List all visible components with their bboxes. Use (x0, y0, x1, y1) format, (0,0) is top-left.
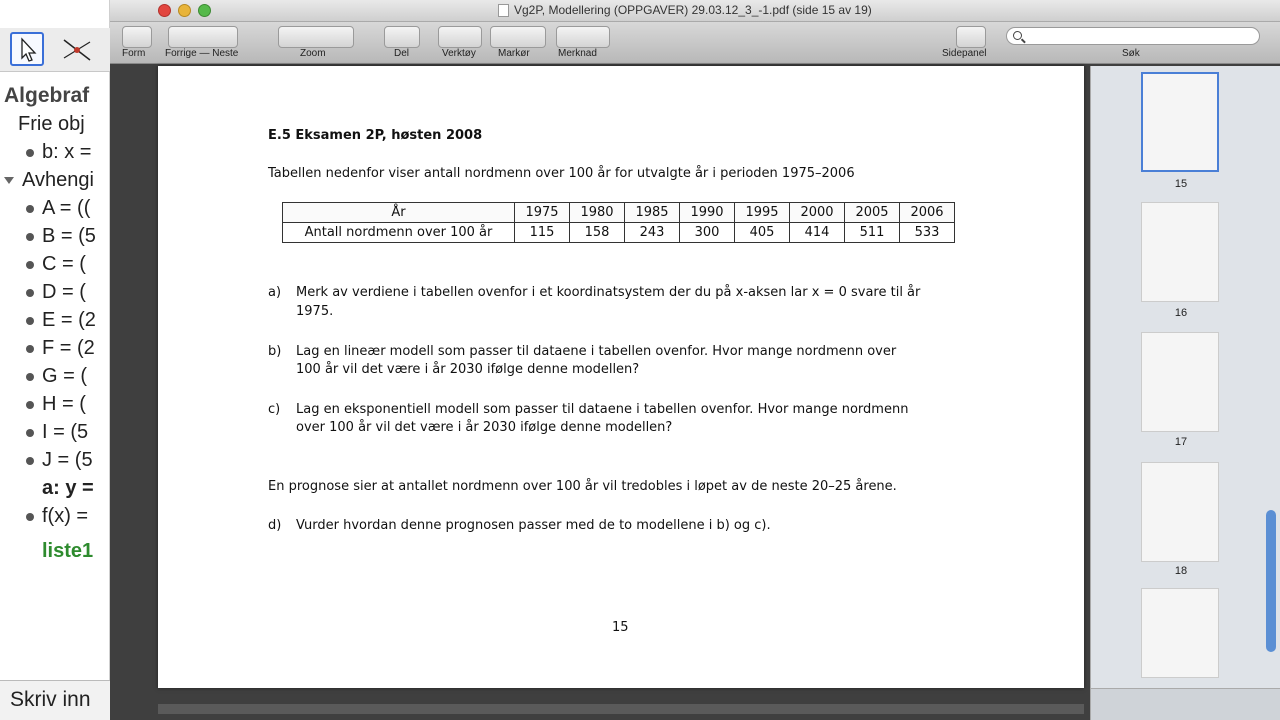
algebra-row-text: D = ( (42, 281, 86, 303)
algebra-row-text: liste1 (42, 540, 94, 562)
table-row (283, 203, 955, 223)
table-cell-count: 533 (900, 223, 955, 243)
algebra-row[interactable] (26, 197, 90, 223)
page-thumbnail-19[interactable] (1141, 588, 1219, 678)
geogebra-window (0, 0, 110, 720)
visibility-dot-icon[interactable] (26, 317, 34, 325)
algebra-row[interactable] (42, 540, 93, 566)
page-thumbnail-15[interactable] (1141, 72, 1219, 172)
thumbnail-label: 17 (1174, 436, 1188, 448)
algebra-row-text: Avhengi (22, 169, 94, 191)
table-row-label: Antall nordmenn over 100 år (283, 223, 515, 243)
algebra-row-text: I = (5 (42, 421, 89, 443)
thumbnail-label: 15 (1174, 178, 1188, 190)
window-title: Vg2P, Modellering (OPPGAVER) 29.03.12_3_-1.pdf (side 15 av 19) (514, 3, 872, 17)
search-label: Søk (1122, 48, 1140, 59)
algebra-row[interactable] (26, 225, 96, 251)
previous-next-label: Forrige — Neste (165, 48, 239, 59)
page-number: 15 (612, 620, 629, 635)
thumbnail-label: 18 (1174, 565, 1188, 577)
table-cell-year: 1990 (680, 203, 735, 223)
window-titlebar (110, 0, 1280, 22)
visibility-dot-icon[interactable] (26, 149, 34, 157)
sidebar-label: Sidepanel (942, 48, 987, 59)
question-b-line1: Lag en lineær modell som passer til dataene i tabellen ovenfor. Hvor mange nordmenn over (296, 344, 897, 359)
prognose-text: En prognose sier at antallet nordmenn over 100 år vil tredobles i løpet av de neste 20–25 årene. (268, 479, 897, 494)
share-label: Del (394, 48, 410, 59)
sidebar-bottom-bar (1091, 688, 1280, 720)
geogebra-toolbar (0, 28, 110, 72)
annotate-button[interactable] (556, 26, 610, 48)
marker-label: Markør (498, 48, 530, 59)
algebra-row[interactable] (26, 141, 91, 167)
table-row-label: År (283, 203, 515, 223)
visibility-dot-icon[interactable] (26, 233, 34, 241)
line-tool-button[interactable] (60, 32, 94, 66)
visibility-dot-icon[interactable] (26, 457, 34, 465)
algebra-row[interactable] (26, 309, 96, 335)
algebra-row-text: H = ( (42, 393, 86, 415)
question-a-line2: 1975. (296, 304, 334, 319)
search-icon (1013, 31, 1022, 40)
visibility-dot-icon[interactable] (26, 289, 34, 297)
question-b-line2: 100 år vil det være i år 2030 ifølge denne modellen? (296, 362, 640, 377)
algebra-row-text: A = (( (42, 197, 91, 219)
table-cell-year: 2006 (900, 203, 955, 223)
form-button[interactable] (122, 26, 152, 48)
visibility-dot-icon[interactable] (26, 513, 34, 521)
question-d-label: d) (268, 518, 282, 533)
algebra-row-text: f(x) = (42, 505, 89, 527)
table-cell-year: 1975 (515, 203, 570, 223)
page-thumbnail-17[interactable] (1141, 332, 1219, 432)
share-button[interactable] (384, 26, 420, 48)
table-cell-count: 158 (570, 223, 625, 243)
input-bar-label: Skriv inn (10, 688, 91, 711)
algebra-row[interactable] (26, 393, 86, 419)
algebra-row[interactable] (4, 169, 94, 195)
algebra-row-text: B = (5 (42, 225, 96, 247)
algebra-row-text: b: x = (42, 141, 92, 163)
table-cell-year: 2000 (790, 203, 845, 223)
table-cell-year: 1985 (625, 203, 680, 223)
zoom-label: Zoom (300, 48, 326, 59)
question-a-label: a) (268, 285, 282, 300)
table-cell-year: 1995 (735, 203, 790, 223)
page-thumbnail-16[interactable] (1141, 202, 1219, 302)
algebra-view-title: Algebraf (4, 84, 90, 107)
cursor-arrow-icon (12, 34, 42, 64)
table-cell-count: 243 (625, 223, 680, 243)
algebra-row[interactable] (26, 253, 86, 279)
search-input[interactable] (1006, 27, 1260, 45)
algebra-row-text: a: y = (42, 477, 94, 499)
table-cell-count: 300 (680, 223, 735, 243)
pdf-page (158, 66, 1084, 688)
algebra-row[interactable] (42, 477, 94, 503)
thumbnail-sidebar (1090, 66, 1280, 720)
algebra-row[interactable] (26, 281, 86, 307)
question-b-label: b) (268, 344, 282, 359)
pdf-document-icon (498, 4, 509, 17)
annotate-label: Merknad (558, 48, 597, 59)
marker-button[interactable] (490, 26, 546, 48)
intro-text: Tabellen nedenfor viser antall nordmenn over 100 år for utvalgte år i perioden 1975–2006 (268, 166, 855, 181)
table-cell-year: 2005 (845, 203, 900, 223)
visibility-dot-icon[interactable] (26, 345, 34, 353)
algebra-row-text: F = (2 (42, 337, 95, 359)
close-window-button[interactable] (158, 4, 171, 17)
line-through-points-icon (60, 32, 94, 66)
table-cell-count: 414 (790, 223, 845, 243)
data-table (282, 202, 955, 243)
thumbnail-label: 16 (1174, 307, 1188, 319)
zoom-button[interactable] (278, 26, 354, 48)
visibility-dot-icon[interactable] (26, 205, 34, 213)
window-bottom-strip (158, 704, 1084, 714)
sidebar-toggle-button[interactable] (956, 26, 986, 48)
zoom-window-button[interactable] (198, 4, 211, 17)
question-c-line1: Lag en eksponentiell modell som passer til dataene i tabellen ovenfor. Hvor mange nordmenn (296, 402, 909, 417)
algebra-row[interactable] (18, 113, 85, 139)
visibility-dot-icon[interactable] (26, 373, 34, 381)
algebra-row-text: Frie obj (18, 113, 85, 135)
tools-label: Verktøy (442, 48, 476, 59)
move-tool-button[interactable] (10, 32, 44, 66)
minimize-window-button[interactable] (178, 4, 191, 17)
question-c-label: c) (268, 402, 281, 417)
algebra-row[interactable] (26, 365, 87, 391)
visibility-dot-icon[interactable] (26, 401, 34, 409)
algebra-row-text: C = ( (42, 253, 86, 275)
table-row (283, 223, 955, 243)
algebra-row[interactable] (26, 449, 93, 475)
page-thumbnail-18[interactable] (1141, 462, 1219, 562)
table-cell-year: 1980 (570, 203, 625, 223)
algebra-row[interactable] (26, 421, 88, 447)
question-c-line2: over 100 år vil det være i år 2030 ifølge denne modellen? (296, 420, 673, 435)
algebra-row-text: J = (5 (42, 449, 93, 471)
exam-heading: E.5 Eksamen 2P, høsten 2008 (268, 128, 483, 143)
algebra-row-text: G = ( (42, 365, 88, 387)
table-cell-count: 115 (515, 223, 570, 243)
question-a-line1: Merk av verdiene i tabellen ovenfor i et koordinatsystem der du på x-aksen lar x = 0 svare til år (296, 285, 921, 300)
table-cell-count: 511 (845, 223, 900, 243)
algebra-row[interactable] (26, 337, 95, 363)
tools-button[interactable] (438, 26, 482, 48)
sidebar-scrollbar-thumb[interactable] (1266, 510, 1276, 652)
visibility-dot-icon[interactable] (26, 429, 34, 437)
previous-next-button[interactable] (168, 26, 238, 48)
preview-window (110, 0, 1280, 720)
algebra-row-text: E = (2 (42, 309, 96, 331)
collapse-arrow-icon[interactable] (4, 177, 14, 184)
visibility-dot-icon[interactable] (26, 261, 34, 269)
algebra-row[interactable] (26, 505, 88, 531)
question-d-text: Vurder hvordan denne prognosen passer med de to modellene i b) og c). (296, 518, 771, 533)
table-cell-count: 405 (735, 223, 790, 243)
form-label: Form (122, 48, 146, 59)
